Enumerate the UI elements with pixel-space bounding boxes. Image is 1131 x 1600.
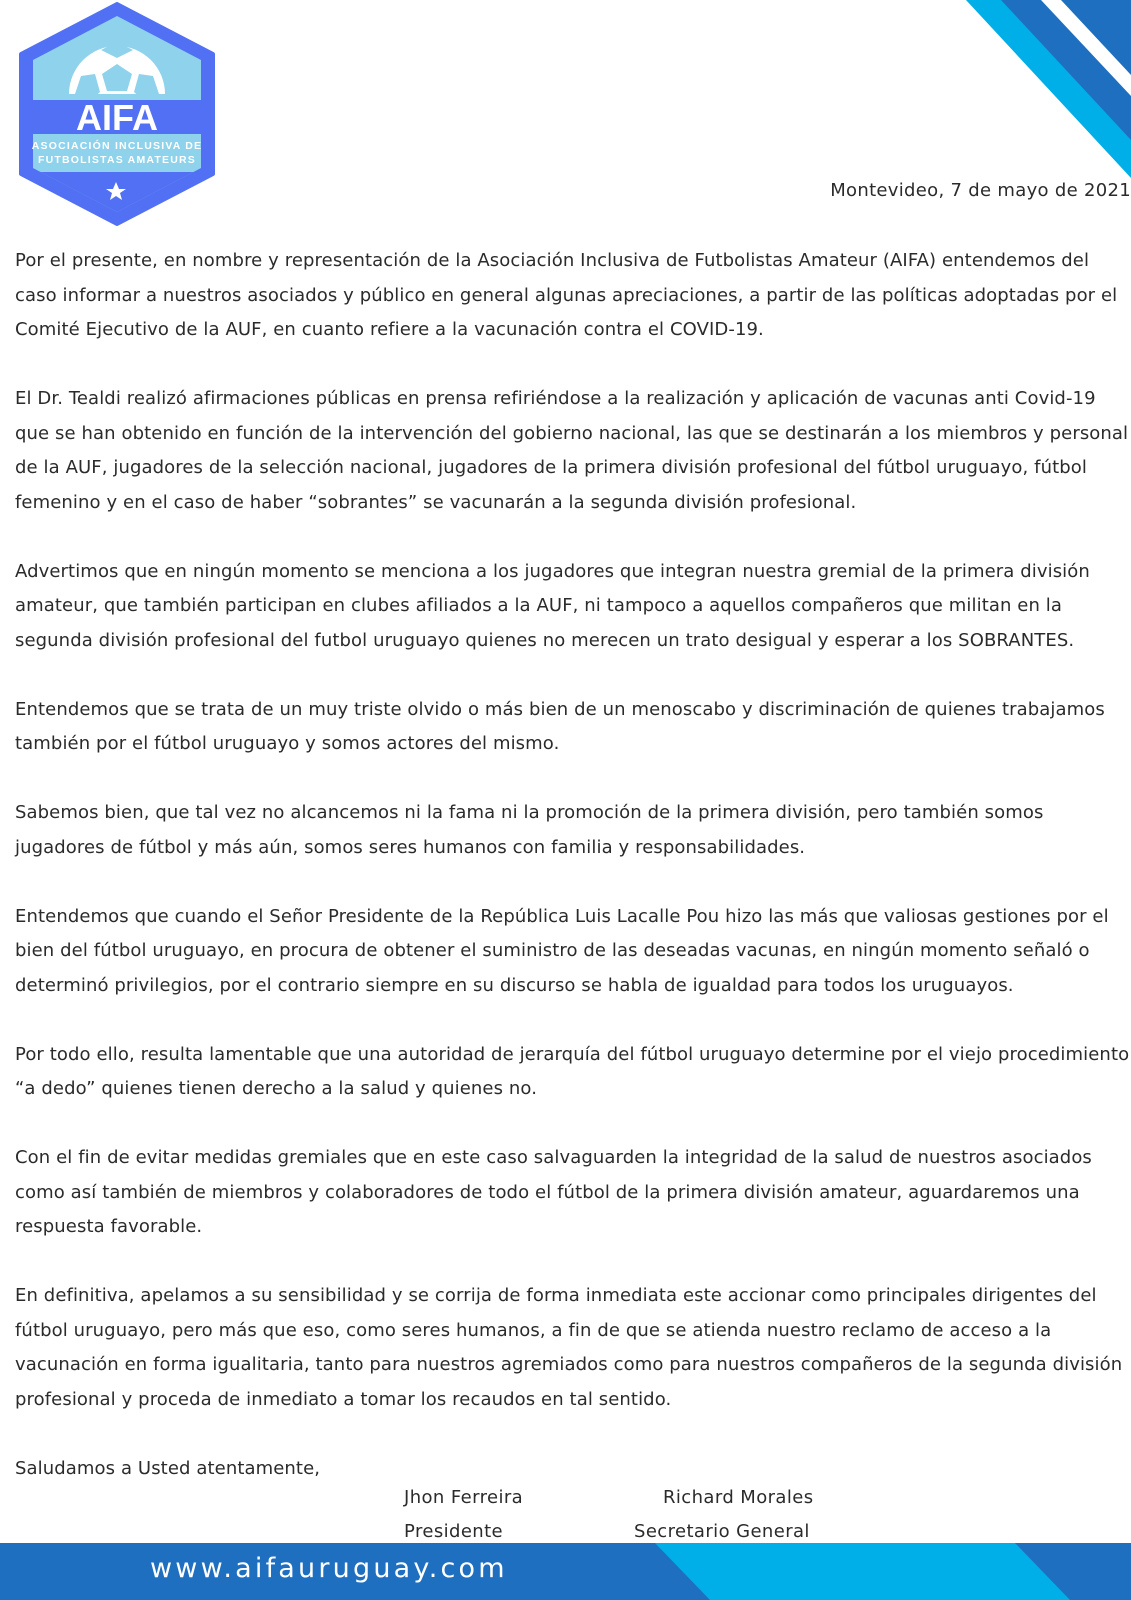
letter-date: Montevideo, 7 de mayo de 2021 — [830, 180, 1131, 201]
paragraph: El Dr. Tealdi realizó afirmaciones públicas en prensa refiriéndose a la realización y aplicación de vacunas anti Covid-19 que se han obtenido en función de la intervención del gobierno nacional, las que se destinarán a los miembros y personal de la AUF, jugadores de la selección nacional, jugadores de la primera división profesional del fútbol uruguayo, fútbol femenino y en el caso de haber “sobrantes” se vacunarán a la segunda división profesional. — [15, 388, 1129, 513]
signatory-role-president: Presidente — [404, 1521, 504, 1542]
closing-line: Saludamos a Usted atentamente, — [15, 1457, 321, 1479]
signatory-name-president: Jhon Ferreira — [404, 1487, 524, 1508]
logo-line-2: FUTBOLISTAS AMATEURS — [38, 154, 196, 166]
corner-decoration — [911, 0, 1131, 200]
aifa-logo — [15, 2, 220, 226]
logo-acronym: AIFA — [75, 97, 159, 138]
letter-body — [15, 244, 1131, 1521]
logo-line-1: ASOCIACIÓN INCLUSIVA DE — [31, 140, 203, 152]
paragraph: Por el presente, en nombre y representación de la Asociación Inclusiva de Futbolistas Amateur (AIFA) entendemos del caso informar a nuestros asociados y público en general algunas apreciaciones, a partir de las políticas adoptadas por el Comité Ejecutivo de la AUF, en cuanto refiere a la vacunación contra el COVID-19. — [15, 250, 1118, 340]
paragraph: Por todo ello, resulta lamentable que una autoridad de jerarquía del fútbol uruguayo determine por el viejo procedimiento “a dedo” quienes tienen derecho a la salud y quienes no. — [15, 1043, 1130, 1099]
paragraph: En definitiva, apelamos a su sensibilidad y se corrija de forma inmediata este accionar como principales dirigentes del fútbol uruguayo, pero más que eso, como seres humanos, a fin de que se atienda nuestro reclamo de acceso a la vacunación en forma igualitaria, tanto para nuestros agremiados como para nuestros compañeros de la segunda división profesional y proceda de inmediato a tomar los recaudos en tal sentido. — [15, 1285, 1123, 1410]
signatory-role-secretary: Secretario General — [634, 1521, 810, 1542]
paragraph: Con el fin de evitar medidas gremiales que en este caso salvaguarden la integridad de la salud de nuestros asociados como así también de miembros y colaboradores de todo el fútbol de la primera división amateur, aguardaremos una respuesta favorable. — [15, 1147, 1092, 1237]
paragraph: Entendemos que se trata de un muy triste olvido o más bien de un menoscabo y discriminación de quienes trabajamos también por el fútbol uruguayo y somos actores del mismo. — [15, 698, 1105, 754]
paragraph: Sabemos bien, que tal vez no alcancemos ni la fama ni la promoción de la primera división, pero también somos jugadores de fútbol y más aún, somos seres humanos con familia y responsabilidades. — [15, 802, 1044, 858]
signatory-name-secretary: Richard Morales — [663, 1487, 814, 1508]
website-link[interactable]: www.aifauruguay.com — [150, 1553, 508, 1584]
footer-bar — [0, 1543, 1131, 1600]
paragraph: Advertimos que en ningún momento se menciona a los jugadores que integran nuestra gremial de la primera división amateur, que también participan en clubes afiliados a la AUF, ni tampoco a aquellos compañeros que militan en la segunda división profesional del futbol uruguayo quienes no merecen un trato desigual y esperar a los SOBRANTES. — [15, 560, 1090, 651]
paragraph: Entendemos que cuando el Señor Presidente de la República Luis Lacalle Pou hizo las más que valiosas gestiones por el bien del fútbol uruguayo, en procura de obtener el suministro de las deseadas vacunas, en ningún momento señaló o determinó privilegios, por el contrario siempre en su discurso se habla de igualdad para todos los uruguayos. — [15, 905, 1109, 996]
